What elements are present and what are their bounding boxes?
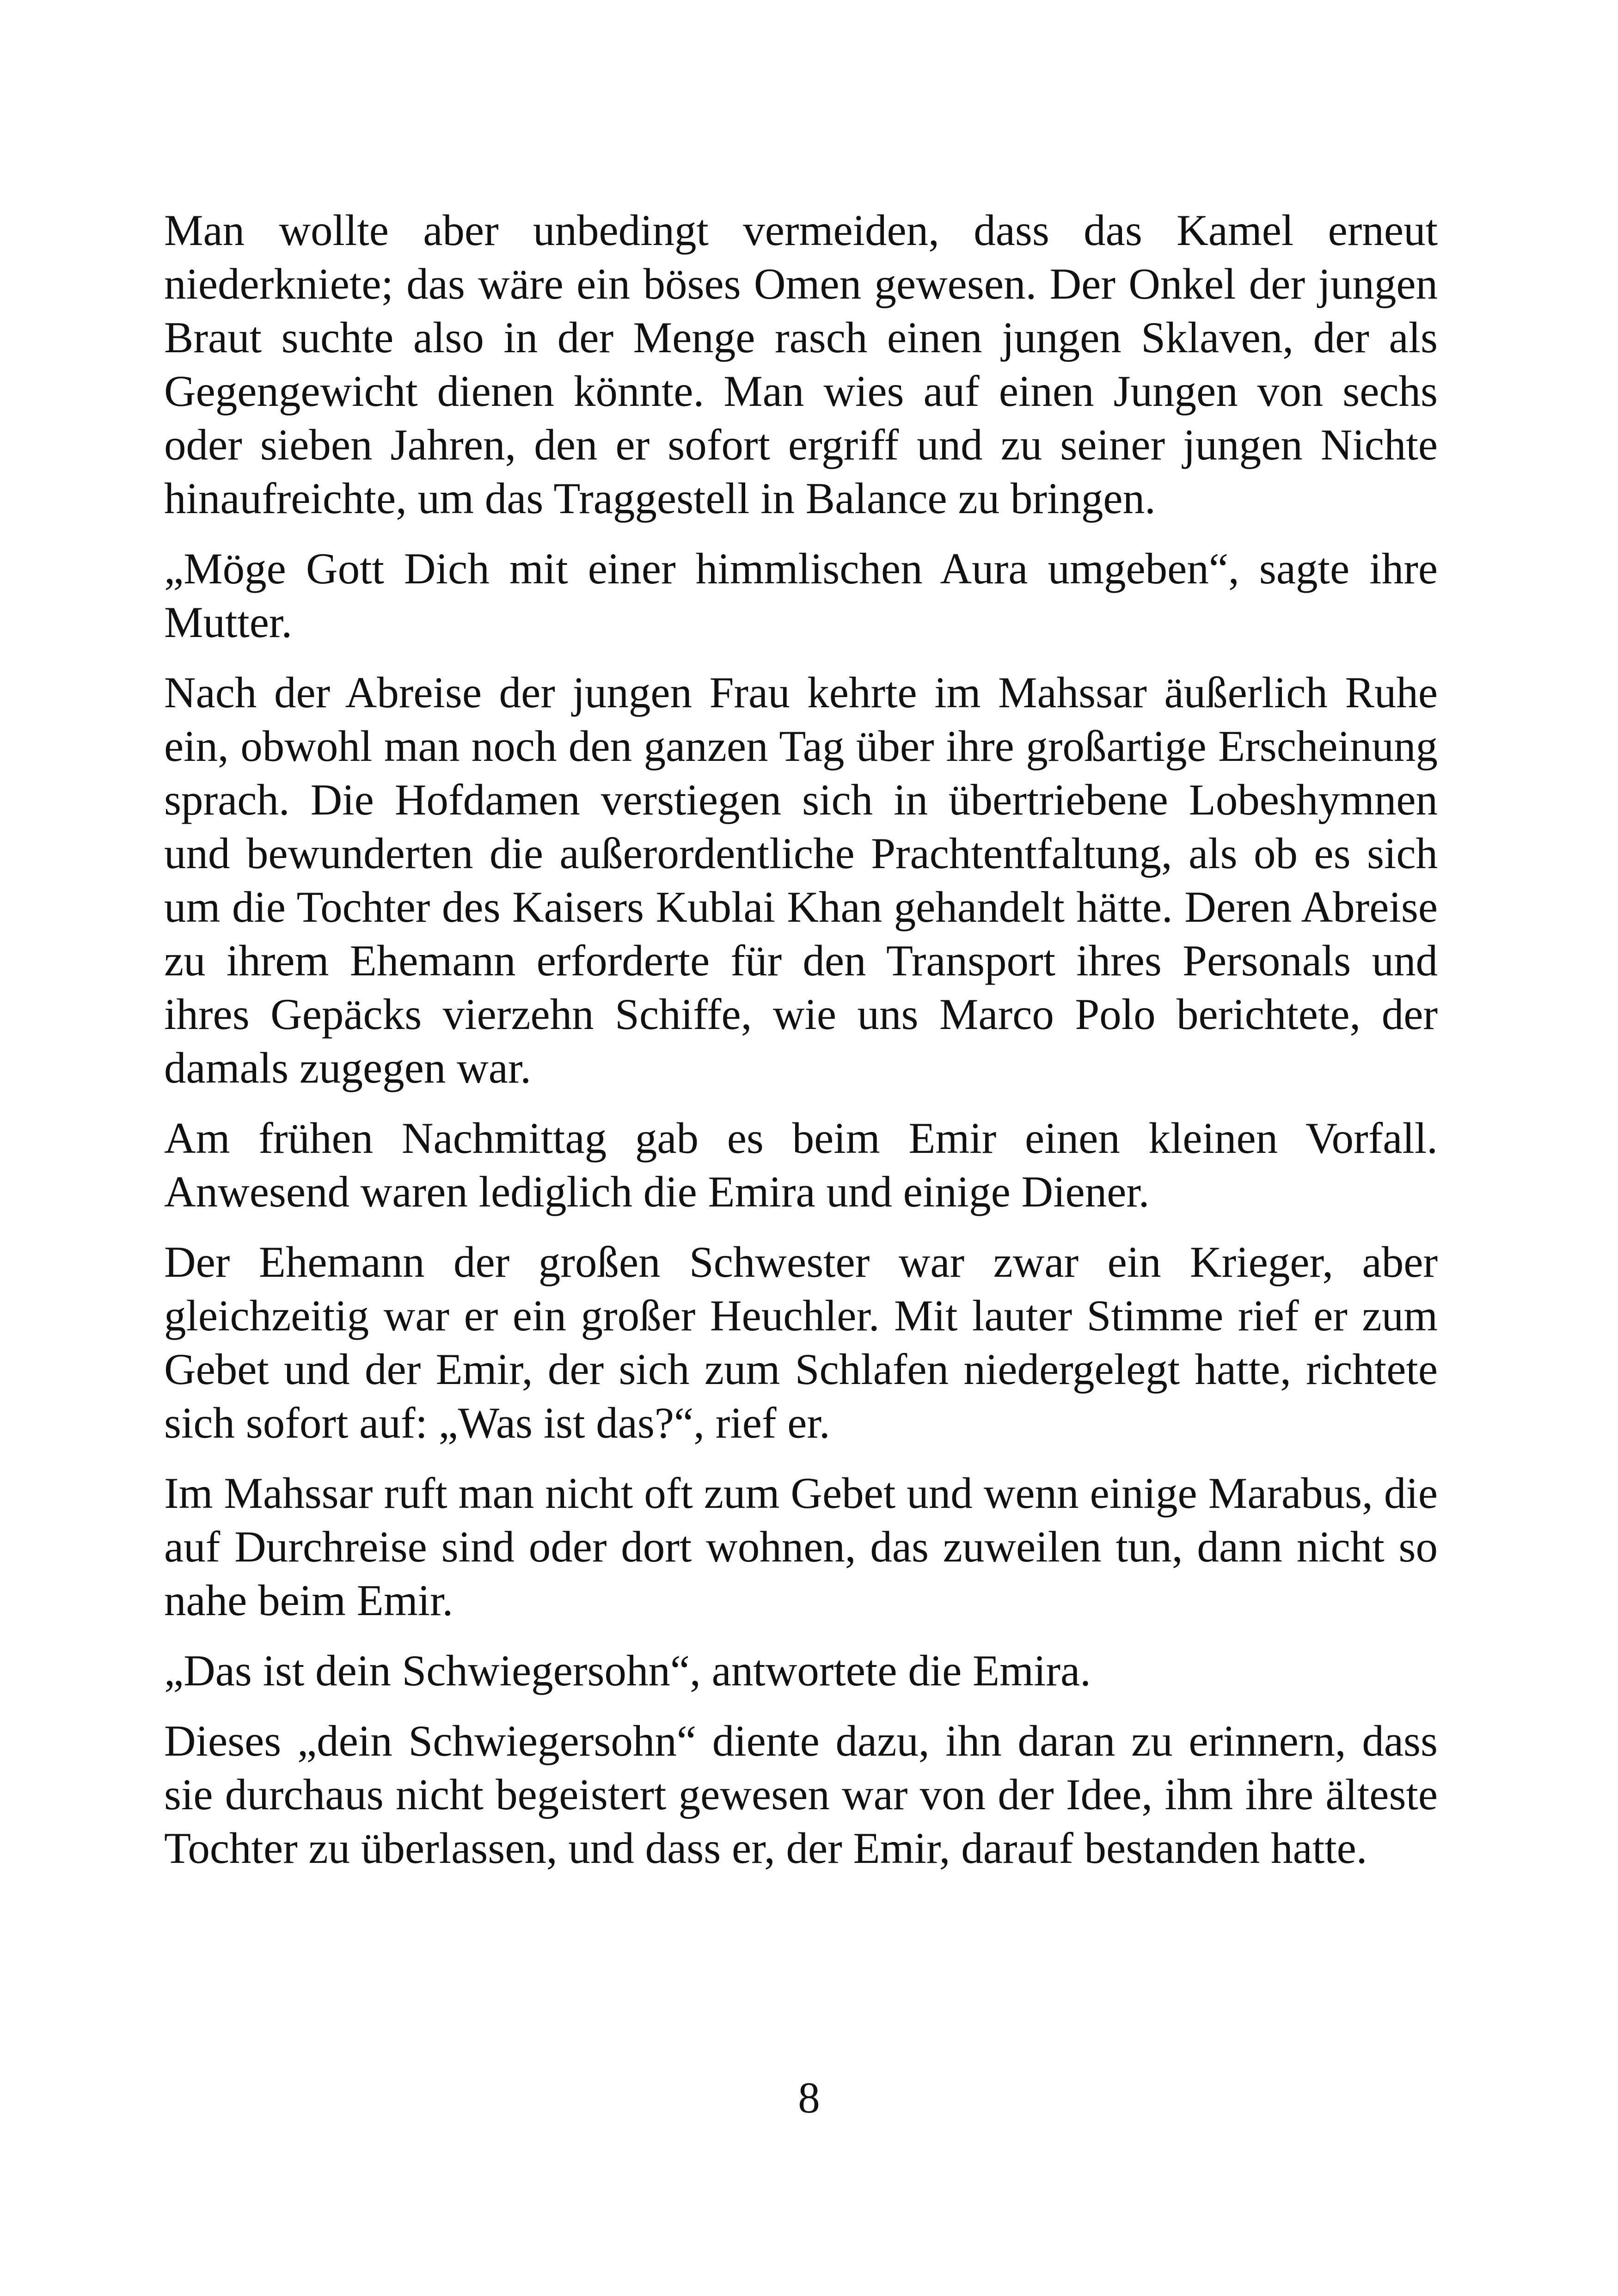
paragraph: „Möge Gott Dich mit einer himmlischen Aura umgeben“, sagte ihre Mutter.	[164, 544, 1438, 647]
page-number: 8	[798, 2073, 820, 2122]
body-text	[164, 203, 1438, 1892]
paragraph: Dieses „dein Schwiegersohn“ diente dazu, ihn daran zu erinnern, dass sie durchaus nicht begeistert gewesen war von der Idee, ihm ihre älteste Tochter zu überlassen, und dass er, der Emir, darauf bestanden hatte.	[164, 1716, 1438, 1873]
paragraph: Im Mahssar ruft man nicht oft zum Gebet und wenn einige Marabus, die auf Durchreise sind oder dort wohnen, das zuweilen tun, dann nicht so nahe beim Emir.	[164, 1469, 1438, 1625]
paragraph: Man wollte aber unbedingt vermeiden, dass das Kamel erneut niederkniete; das wäre ein böses Omen gewesen. Der Onkel der jungen Braut suchte also in der Menge rasch einen jungen Sklaven, der als Gegengewicht dienen könnte. Man wies auf einen Jungen von sechs oder sieben Jahren, den er sofort ergriff und zu seiner jungen Nichte hinaufreichte, um das Traggestell in Balance zu bringen.	[164, 206, 1438, 523]
paragraph: Der Ehemann der großen Schwester war zwar ein Krieger, aber gleichzeitig war er ein großer Heuchler. Mit lauter Stimme rief er zum Gebet und der Emir, der sich zum Schlafen niedergelegt hatte, richtete sich sofort auf: „Was ist das?“, rief er.	[164, 1237, 1438, 1447]
paragraph: Nach der Abreise der jungen Frau kehrte im Mahssar äußerlich Ruhe ein, obwohl man noch den ganzen Tag über ihre großartige Erscheinung sprach. Die Hofdamen verstiegen sich in übertriebene Lobeshymnen und bewunderten die außerordentliche Prachtentfaltung, als ob es sich um die Tochter des Kaisers Kublai Khan gehandelt hätte. Deren Abreise zu ihrem Ehemann erforderte für den Transport ihres Personals und ihres Gepäcks vierzehn Schiffe, wie uns Marco Polo berichtete, der damals zugegen war.	[164, 668, 1438, 1092]
paragraph: „Das ist dein Schwiegersohn“, antwortete die Emira.	[164, 1646, 1091, 1695]
paragraph: Am frühen Nachmittag gab es beim Emir einen kleinen Vorfall. Anwesend waren lediglich die Emira und einige Diener.	[164, 1114, 1438, 1216]
